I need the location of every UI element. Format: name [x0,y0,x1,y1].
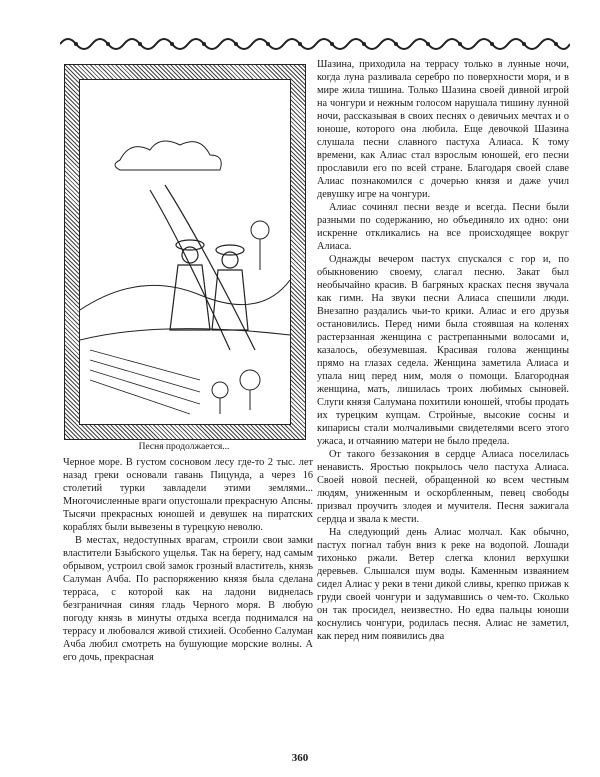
paragraph: Алиас сочинял песни везде и всегда. Песни были разными по содержанию, но объединяло их одно: они искренне откликались на все происходящее вокруг Алиаса. [317,202,569,252]
paragraph: От такого беззакония в сердце Алиаса поселилась ненависть. Яростью покрылось чело пастуха Алиаса. Своей новой песней, обращенной ко всем честным людям, униженным и оскорбленным, певец свободы призвал проучить злодея и мучителя. Песня зажигала сердца и звала к мести. [317,449,569,525]
illustration-frame [64,64,306,440]
pastoral-scene-illustration [80,80,290,424]
paragraph: На следующий день Алиас молчал. Как обычно, пастух погнал табун вниз к реке на водопой. Лошади тихонько ржали. Ветер слегка клонил верхушки деревьев. Слышался шум воды. Каменным изваянием сидел Алиас у реки в тени дикой сливы, крепко прижав к груди своей чонгури и задумавшись о чем-то. Сколько он так просидел, неизвестно. Но едва пальцы юноши коснулись чонгури, родилась песня. Алиас не заметил, как перед ним появились два [317,527,569,642]
figure-caption: Песня продолжается... [138,442,230,452]
paragraph: Однажды вечером пастух спускался с гор и, по обыкновению своему, слагал песню. Закат был необычайно красив. В багряных красках песня звучала как гимн. На звуки песни Алиаса спешили люди. Внезапно раздались чьи-то крики. Алиас и его друзья остановились. Перед ними была стоявшая на коленях растерзанная женщина с растрепанными волосами и, казалось, обезумевшая. Красивая голова женщины прямо на глазах седела. Женщина заметила Алиаса и упала ниц перед ним, моля о помощи. Благородная женщина, мать, лишилась троих любимых сыновей. Слуги князя Салумана похитили юношей, чтобы продать их турецким купцам. Стройные, высокие сосны и кипарисы стали молчаливыми свидетелями всего этого ужаса, и отчаянию матери не было предела. [317,254,569,447]
left-text-column [63,456,313,664]
paragraph: Черное море. В густом сосновом лесу где-то 2 тыс. лет назад греки основали гавань Пицунда, а через 16 столетий турки завладели этими землями... Многочисленные враги опустошали прекрасную Апсны. Тысячи прекрасных юношей и девушек на пиратских кораблях были вывезены в турецкую неволю. [63,457,313,533]
paragraph: В местах, недоступных врагам, строили свои замки властители Бзыбского ущелья. Так на берегу, над самым обрывом, устроил свой замок грозный властитель, князь Салуман Ачба. По распоряжению князя была сделана терраса, с которой как на ладони виднелась безграничная синяя гладь Черного моря. В любую погоду князь в минуты отдыха всегда поднимался на террасу и любовался живой стихией. Особенно Салуман Ачба любил смотреть на бушующие морские волны. А его дочь, прекрасная [63,535,313,663]
illustration [79,79,291,425]
decorative-ornament-border [60,34,570,54]
paragraph: Шазина, приходила на террасу только в лунные ночи, когда луна разливала серебро по поверхности моря, и в мире жила тишина. Только Шазина своей дивной игрой на чонгури и нежным голосом нарушала тишину лунной ночи, рассказывая в своих песнях о девичьих мечтах и о юноше, которого она любила. Еще девочкой Шазина слушала песни славного пастуха Алиаса. К тому времени, как Алиас стал взрослым юношей, его песни прославили его по всей стране. Благодаря своей славе Алиас познакомился с дочерью князя и даже учил девушку игре на чонгури. [317,59,569,200]
right-text-column [317,58,569,643]
page-number: 360 [291,752,309,764]
